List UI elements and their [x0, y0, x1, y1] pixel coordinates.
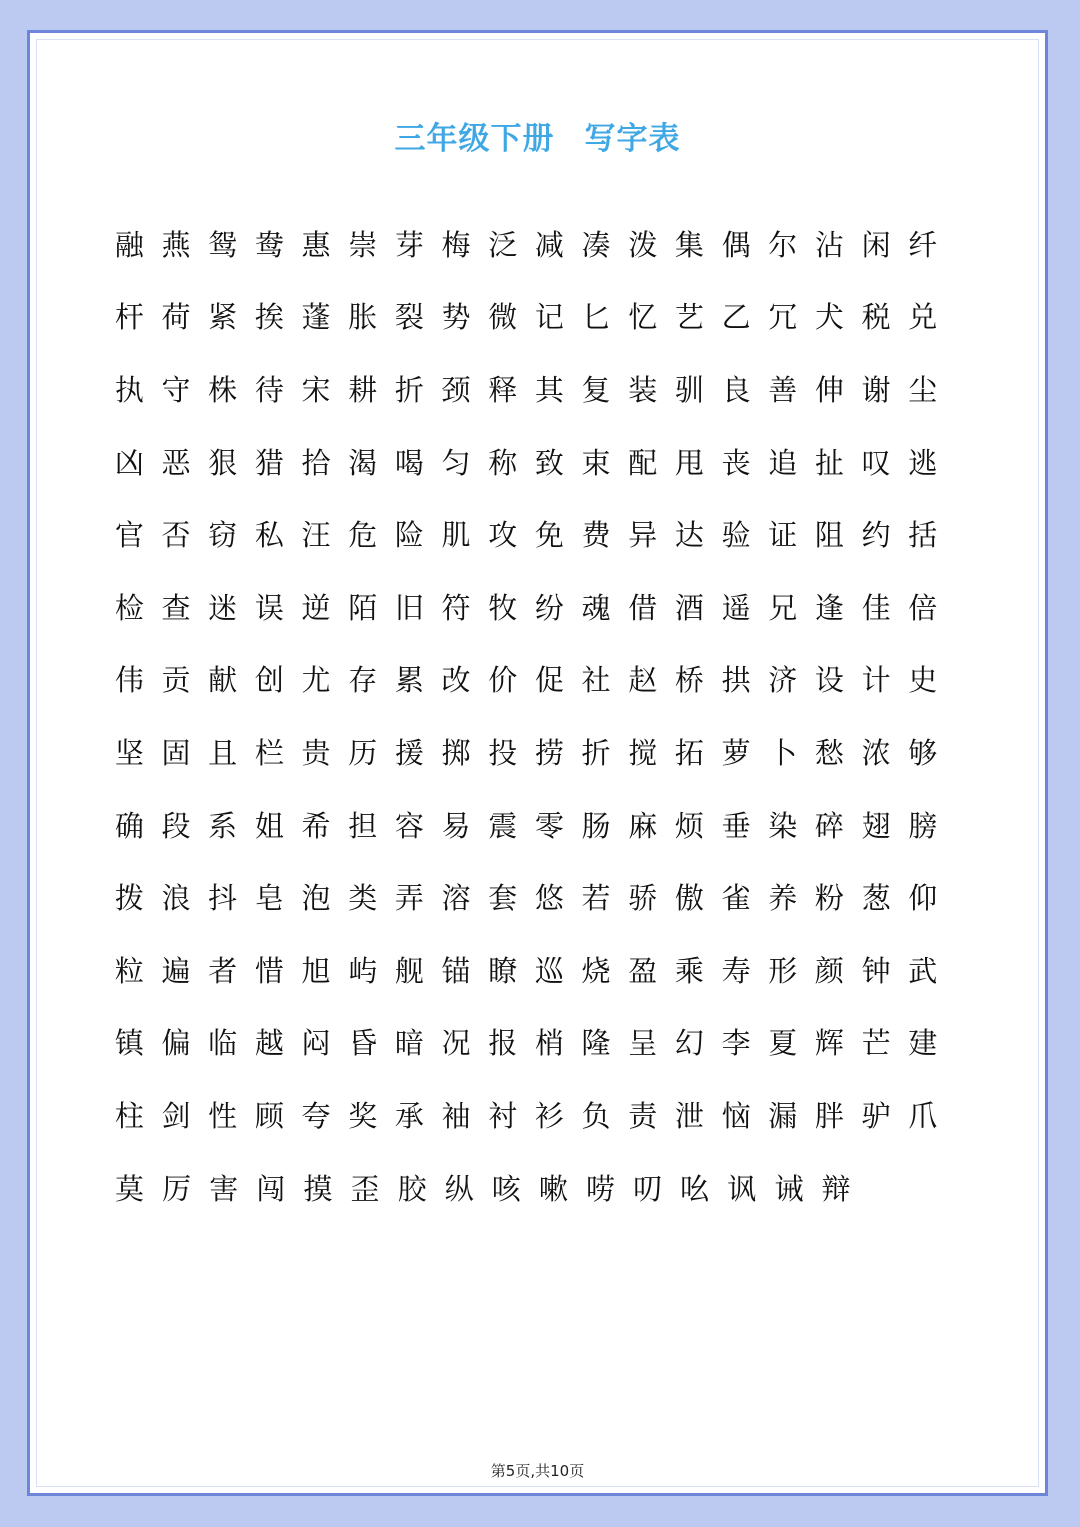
character-cell: 承 — [394, 1098, 424, 1133]
page-frame — [27, 30, 1048, 1496]
character-cell: 集 — [674, 227, 704, 262]
character-cell: 忆 — [628, 300, 658, 335]
character-cell: 匀 — [441, 445, 471, 480]
character-row — [106, 862, 946, 935]
character-cell: 官 — [114, 518, 144, 553]
character-cell: 伸 — [814, 372, 844, 407]
character-cell: 拾 — [301, 445, 331, 480]
character-row — [106, 572, 946, 645]
character-cell: 援 — [394, 735, 424, 770]
character-cell: 复 — [581, 372, 611, 407]
character-cell: 猎 — [254, 445, 284, 480]
character-cell: 性 — [208, 1098, 238, 1133]
character-cell: 杆 — [114, 300, 144, 335]
character-cell: 拓 — [674, 735, 704, 770]
character-cell: 查 — [161, 590, 191, 625]
character-cell: 遥 — [721, 590, 751, 625]
character-cell: 固 — [161, 735, 191, 770]
character-cell: 创 — [254, 663, 284, 698]
character-cell: 鸳 — [208, 227, 238, 262]
character-cell: 摸 — [303, 1171, 333, 1206]
character-cell: 逃 — [908, 445, 938, 480]
page-title — [30, 113, 1045, 158]
character-cell: 唠 — [585, 1171, 615, 1206]
character-cell: 括 — [908, 518, 938, 553]
character-cell: 旭 — [301, 953, 331, 988]
character-cell: 危 — [348, 518, 378, 553]
character-cell: 窃 — [208, 518, 238, 553]
character-cell: 善 — [768, 372, 798, 407]
character-cell: 释 — [488, 372, 518, 407]
character-cell: 检 — [114, 590, 144, 625]
character-cell: 耕 — [348, 372, 378, 407]
character-cell: 存 — [348, 663, 378, 698]
character-cell: 记 — [534, 300, 564, 335]
character-row — [106, 645, 946, 718]
character-cell: 其 — [534, 372, 564, 407]
character-cell: 异 — [628, 518, 658, 553]
character-cell: 胀 — [348, 300, 378, 335]
character-cell: 袖 — [441, 1098, 471, 1133]
character-cell: 武 — [908, 953, 938, 988]
character-cell: 狠 — [208, 445, 238, 480]
character-cell: 讽 — [727, 1171, 757, 1206]
character-cell: 厉 — [162, 1171, 192, 1206]
character-cell: 史 — [908, 663, 938, 698]
character-cell: 尤 — [301, 663, 331, 698]
character-cell: 容 — [394, 808, 424, 843]
character-cell: 私 — [254, 518, 284, 553]
character-cell: 改 — [441, 663, 471, 698]
character-cell: 烦 — [674, 808, 704, 843]
character-cell: 牧 — [488, 590, 518, 625]
character-cell: 类 — [348, 881, 378, 916]
character-cell: 歪 — [350, 1171, 380, 1206]
character-cell: 佳 — [861, 590, 891, 625]
character-cell: 辉 — [814, 1026, 844, 1061]
character-row — [106, 499, 946, 572]
character-cell: 贡 — [161, 663, 191, 698]
character-cell: 献 — [208, 663, 238, 698]
character-cell: 济 — [768, 663, 798, 698]
character-cell: 钟 — [861, 953, 891, 988]
character-cell: 倍 — [908, 590, 938, 625]
character-cell: 况 — [441, 1026, 471, 1061]
character-cell: 肠 — [581, 808, 611, 843]
character-cell: 酒 — [674, 590, 704, 625]
character-cell: 贵 — [301, 735, 331, 770]
character-cell: 泄 — [674, 1098, 704, 1133]
character-cell: 梢 — [534, 1026, 564, 1061]
character-cell: 闯 — [256, 1171, 286, 1206]
character-cell: 悠 — [534, 881, 564, 916]
character-cell: 减 — [534, 227, 564, 262]
character-cell: 凑 — [581, 227, 611, 262]
character-cell: 犬 — [814, 300, 844, 335]
character-cell: 易 — [441, 808, 471, 843]
character-cell: 震 — [488, 808, 518, 843]
character-cell: 纷 — [534, 590, 564, 625]
character-cell: 颜 — [814, 953, 844, 988]
character-row — [106, 354, 946, 427]
character-cell: 甩 — [674, 445, 704, 480]
character-cell: 匕 — [581, 300, 611, 335]
title-table-name: 写字表 — [584, 121, 681, 157]
character-cell: 泡 — [301, 881, 331, 916]
character-cell: 投 — [488, 735, 518, 770]
character-cell: 配 — [628, 445, 658, 480]
character-cell: 呈 — [628, 1026, 658, 1061]
character-cell: 浓 — [861, 735, 891, 770]
character-cell: 恶 — [161, 445, 191, 480]
character-cell: 段 — [161, 808, 191, 843]
character-cell: 拨 — [114, 881, 144, 916]
character-cell: 芽 — [394, 227, 424, 262]
character-cell: 套 — [488, 881, 518, 916]
character-cell: 凶 — [114, 445, 144, 480]
character-cell: 姐 — [254, 808, 284, 843]
character-cell: 叹 — [861, 445, 891, 480]
character-cell: 势 — [441, 300, 471, 335]
character-cell: 陌 — [348, 590, 378, 625]
character-cell: 沾 — [814, 227, 844, 262]
character-cell: 汪 — [301, 518, 331, 553]
character-cell: 符 — [441, 590, 471, 625]
character-row — [106, 1080, 946, 1153]
character-cell: 税 — [861, 300, 891, 335]
character-cell: 泛 — [488, 227, 518, 262]
character-cell: 寿 — [721, 953, 751, 988]
character-cell: 奖 — [348, 1098, 378, 1133]
character-cell: 桥 — [674, 663, 704, 698]
character-cell: 掷 — [441, 735, 471, 770]
character-cell: 诫 — [774, 1171, 804, 1206]
character-cell: 蓬 — [301, 300, 331, 335]
character-cell: 束 — [581, 445, 611, 480]
character-cell: 芒 — [861, 1026, 891, 1061]
character-cell: 雀 — [721, 881, 751, 916]
character-cell: 粒 — [114, 953, 144, 988]
character-cell: 燕 — [161, 227, 191, 262]
character-cell: 搅 — [628, 735, 658, 770]
character-cell: 系 — [208, 808, 238, 843]
character-cell: 待 — [254, 372, 284, 407]
character-cell: 葱 — [861, 881, 891, 916]
character-cell: 形 — [768, 953, 798, 988]
character-cell: 裂 — [394, 300, 424, 335]
character-cell: 梅 — [441, 227, 471, 262]
character-row — [106, 935, 946, 1008]
character-cell: 否 — [161, 518, 191, 553]
character-cell: 旧 — [394, 590, 424, 625]
character-cell: 镇 — [114, 1026, 144, 1061]
character-cell: 屿 — [348, 953, 378, 988]
character-cell: 盈 — [628, 953, 658, 988]
character-cell: 崇 — [348, 227, 378, 262]
character-cell: 尔 — [768, 227, 798, 262]
character-cell: 惜 — [254, 953, 284, 988]
character-row — [106, 282, 946, 355]
character-cell: 紧 — [208, 300, 238, 335]
character-cell: 隆 — [581, 1026, 611, 1061]
character-cell: 负 — [581, 1098, 611, 1133]
character-cell: 麻 — [628, 808, 658, 843]
character-cell: 驯 — [674, 372, 704, 407]
character-row — [106, 790, 946, 863]
character-row — [106, 209, 946, 282]
character-cell: 确 — [114, 808, 144, 843]
character-cell: 衫 — [534, 1098, 564, 1133]
character-cell: 骄 — [628, 881, 658, 916]
character-cell: 瞭 — [488, 953, 518, 988]
character-cell: 费 — [581, 518, 611, 553]
character-cell: 烧 — [581, 953, 611, 988]
character-cell: 乙 — [721, 300, 751, 335]
character-cell: 希 — [301, 808, 331, 843]
character-cell: 闷 — [301, 1026, 331, 1061]
character-cell: 巡 — [534, 953, 564, 988]
character-cell: 达 — [674, 518, 704, 553]
character-cell: 报 — [488, 1026, 518, 1061]
character-cell: 莫 — [115, 1171, 145, 1206]
character-grid — [106, 209, 946, 1225]
character-cell: 促 — [534, 663, 564, 698]
character-cell: 辩 — [821, 1171, 851, 1206]
character-cell: 历 — [348, 735, 378, 770]
character-cell: 株 — [208, 372, 238, 407]
character-cell: 膀 — [908, 808, 938, 843]
character-cell: 养 — [768, 881, 798, 916]
character-cell: 夏 — [768, 1026, 798, 1061]
character-cell: 栏 — [254, 735, 284, 770]
character-cell: 逆 — [301, 590, 331, 625]
character-cell: 喝 — [394, 445, 424, 480]
character-cell: 渴 — [348, 445, 378, 480]
character-cell: 免 — [534, 518, 564, 553]
character-cell: 计 — [861, 663, 891, 698]
character-cell: 肌 — [441, 518, 471, 553]
character-cell: 折 — [581, 735, 611, 770]
character-cell: 嗽 — [538, 1171, 568, 1206]
character-row — [106, 427, 946, 500]
character-cell: 胖 — [814, 1098, 844, 1133]
character-cell: 夸 — [301, 1098, 331, 1133]
character-cell: 鸯 — [254, 227, 284, 262]
character-cell: 胶 — [397, 1171, 427, 1206]
character-cell: 恼 — [721, 1098, 751, 1133]
character-cell: 闲 — [861, 227, 891, 262]
character-cell: 挨 — [254, 300, 284, 335]
character-cell: 追 — [768, 445, 798, 480]
character-cell: 越 — [254, 1026, 284, 1061]
character-cell: 社 — [581, 663, 611, 698]
character-cell: 卜 — [768, 735, 798, 770]
character-cell: 纤 — [908, 227, 938, 262]
character-cell: 折 — [394, 372, 424, 407]
character-cell: 翅 — [861, 808, 891, 843]
character-cell: 装 — [628, 372, 658, 407]
character-row — [106, 717, 946, 790]
character-cell: 捞 — [534, 735, 564, 770]
character-cell: 证 — [768, 518, 798, 553]
character-cell: 守 — [161, 372, 191, 407]
character-cell: 价 — [488, 663, 518, 698]
character-cell: 纵 — [444, 1171, 474, 1206]
character-cell: 傲 — [674, 881, 704, 916]
character-cell: 愁 — [814, 735, 844, 770]
character-cell: 融 — [114, 227, 144, 262]
character-cell: 丧 — [721, 445, 751, 480]
character-cell: 冗 — [768, 300, 798, 335]
character-cell: 荷 — [161, 300, 191, 335]
character-cell: 零 — [534, 808, 564, 843]
character-cell: 宋 — [301, 372, 331, 407]
character-cell: 伟 — [114, 663, 144, 698]
character-cell: 担 — [348, 808, 378, 843]
character-cell: 皂 — [254, 881, 284, 916]
character-cell: 称 — [488, 445, 518, 480]
character-cell: 锚 — [441, 953, 471, 988]
character-cell: 约 — [861, 518, 891, 553]
character-cell: 粉 — [814, 881, 844, 916]
character-cell: 剑 — [161, 1098, 191, 1133]
character-cell: 赵 — [628, 663, 658, 698]
character-cell: 够 — [908, 735, 938, 770]
character-cell: 暗 — [394, 1026, 424, 1061]
character-cell: 惠 — [301, 227, 331, 262]
character-cell: 颈 — [441, 372, 471, 407]
character-cell: 垂 — [721, 808, 751, 843]
character-cell: 微 — [488, 300, 518, 335]
character-cell: 幻 — [674, 1026, 704, 1061]
character-cell: 兄 — [768, 590, 798, 625]
character-cell: 险 — [394, 518, 424, 553]
character-cell: 责 — [628, 1098, 658, 1133]
character-cell: 咳 — [491, 1171, 521, 1206]
character-cell: 累 — [394, 663, 424, 698]
character-cell: 漏 — [768, 1098, 798, 1133]
character-cell: 叨 — [633, 1171, 663, 1206]
character-cell: 攻 — [488, 518, 518, 553]
character-cell: 艺 — [674, 300, 704, 335]
character-cell: 建 — [908, 1026, 938, 1061]
character-cell: 乘 — [674, 953, 704, 988]
character-cell: 衬 — [488, 1098, 518, 1133]
character-cell: 吆 — [680, 1171, 710, 1206]
character-cell: 良 — [721, 372, 751, 407]
character-cell: 若 — [581, 881, 611, 916]
character-cell: 魂 — [581, 590, 611, 625]
character-cell: 弄 — [394, 881, 424, 916]
character-cell: 爪 — [908, 1098, 938, 1133]
character-cell: 拱 — [721, 663, 751, 698]
page-number: 第5页,共10页 — [490, 1462, 585, 1480]
character-cell: 尘 — [908, 372, 938, 407]
character-cell: 谢 — [861, 372, 891, 407]
character-row — [106, 1153, 946, 1226]
character-cell: 柱 — [114, 1098, 144, 1133]
character-cell: 致 — [534, 445, 564, 480]
character-cell: 害 — [209, 1171, 239, 1206]
character-cell: 浪 — [161, 881, 191, 916]
character-cell: 泼 — [628, 227, 658, 262]
character-cell: 且 — [208, 735, 238, 770]
character-cell: 者 — [208, 953, 238, 988]
character-cell: 遍 — [161, 953, 191, 988]
character-cell: 抖 — [208, 881, 238, 916]
character-cell: 仰 — [908, 881, 938, 916]
character-cell: 碎 — [814, 808, 844, 843]
character-cell: 兑 — [908, 300, 938, 335]
character-cell: 坚 — [114, 735, 144, 770]
character-cell: 扯 — [814, 445, 844, 480]
character-cell: 染 — [768, 808, 798, 843]
character-cell: 逢 — [814, 590, 844, 625]
character-cell: 驴 — [861, 1098, 891, 1133]
title-grade: 三年级下册 — [394, 121, 555, 157]
character-cell: 偏 — [161, 1026, 191, 1061]
character-cell: 李 — [721, 1026, 751, 1061]
character-row — [106, 1008, 946, 1081]
character-cell: 验 — [721, 518, 751, 553]
character-cell: 借 — [628, 590, 658, 625]
character-cell: 顾 — [254, 1098, 284, 1133]
character-cell: 昏 — [348, 1026, 378, 1061]
character-cell: 溶 — [441, 881, 471, 916]
character-cell: 迷 — [208, 590, 238, 625]
character-cell: 舰 — [394, 953, 424, 988]
character-cell: 临 — [208, 1026, 238, 1061]
character-cell: 设 — [814, 663, 844, 698]
character-cell: 阻 — [814, 518, 844, 553]
character-cell: 偶 — [721, 227, 751, 262]
character-cell: 误 — [254, 590, 284, 625]
character-cell: 萝 — [721, 735, 751, 770]
character-cell: 执 — [114, 372, 144, 407]
